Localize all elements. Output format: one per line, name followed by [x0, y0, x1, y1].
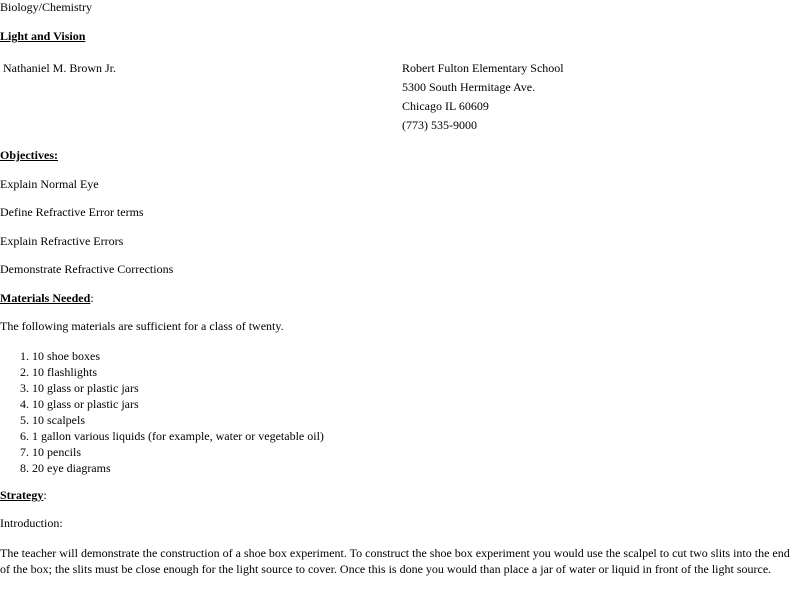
list-item: 2. 10 flashlights — [32, 364, 324, 380]
school-name: Robert Fulton Elementary School — [402, 61, 564, 75]
objective-item: Explain Normal Eye — [0, 177, 99, 191]
list-item: 8. 20 eye diagrams — [32, 460, 324, 476]
list-item: 3. 10 glass or plastic jars — [32, 380, 324, 396]
introduction-paragraph: The teacher will demonstrate the construction of a shoe box experiment. To construct the shoe box experiment you would use the scalpel to cut two slits into the end of the box; the slits must be close enough for the light source to cover. Once this is done you would than place a jar of water or liquid in front of the light source. — [0, 546, 790, 576]
list-item: 7. 10 pencils — [32, 444, 324, 460]
list-item: 5. 10 scalpels — [32, 412, 324, 428]
materials-colon: : — [90, 291, 94, 305]
school-contact-block — [402, 61, 564, 137]
materials-intro: The following materials are sufficient for a class of twenty. — [0, 319, 284, 333]
introduction-label: Introduction: — [0, 516, 63, 530]
objective-item: Demonstrate Refractive Corrections — [0, 262, 174, 276]
strategy-heading: Strategy — [0, 488, 44, 502]
list-item: 6. 1 gallon various liquids (for example, water or vegetable oil) — [32, 428, 324, 444]
school-city: Chicago IL 60609 — [402, 99, 489, 113]
materials-heading-line — [0, 291, 94, 306]
page-title: Light and Vision — [0, 29, 86, 43]
list-item: 4. 10 glass or plastic jars — [32, 396, 324, 412]
objective-item: Explain Refractive Errors — [0, 234, 124, 248]
author-name: Nathaniel M. Brown Jr. — [3, 61, 116, 75]
strategy-heading-line — [0, 488, 47, 503]
objectives-heading: Objectives: — [0, 148, 58, 162]
strategy-colon: : — [43, 488, 47, 502]
materials-list — [0, 348, 324, 476]
list-item: 1. 10 shoe boxes — [32, 348, 324, 364]
objective-item: Define Refractive Error terms — [0, 205, 144, 219]
materials-heading: Materials Needed — [0, 291, 91, 305]
school-address: 5300 South Hermitage Ave. — [402, 80, 536, 94]
subject-label: Biology/Chemistry — [0, 0, 93, 14]
school-phone: (773) 535-9000 — [402, 118, 477, 132]
